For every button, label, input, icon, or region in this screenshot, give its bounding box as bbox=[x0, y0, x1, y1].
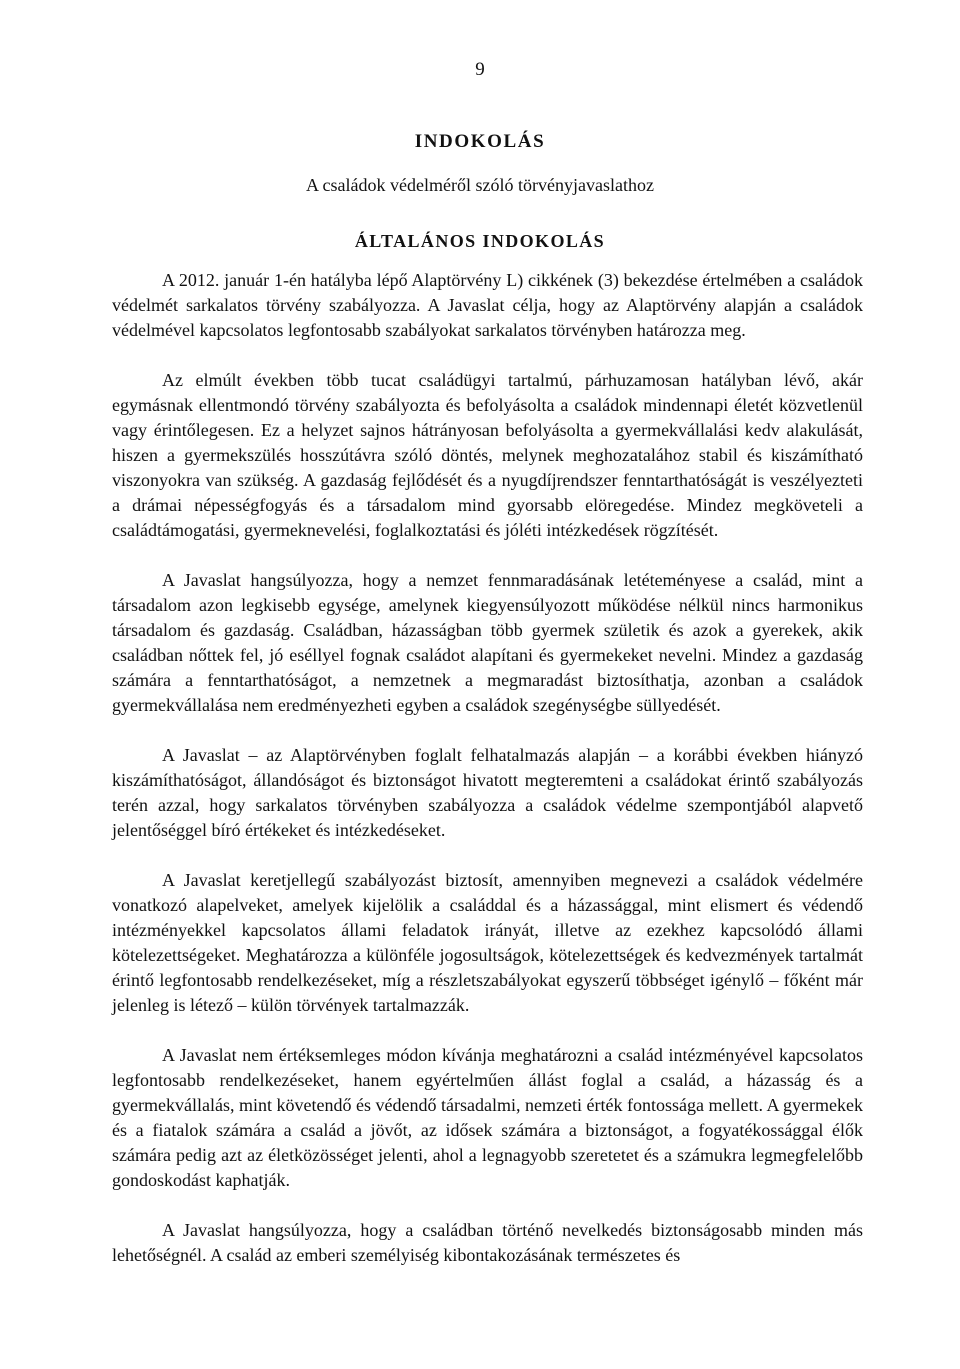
paragraph-7: A Javaslat hangsúlyozza, hogy a családban történő nevelkedés biztonságosabb minden más lehetőségnél. A család az emberi személyiség kibontakozásának természetes és bbox=[112, 1220, 863, 1265]
paragraph-4: A Javaslat – az Alaptörvényben foglalt felhatalmazás alapján – a korábbi években hiányzó kiszámíthatóságot, állandóságot és biztonságot hivatott megteremteni a családokat érintő szabályozás terén azzal, hogy sarkalatos törvényben szabályozza a családok védelme szempontjából alapvető jelentőséggel bíró értékeket és intézkedéseket. bbox=[112, 745, 863, 840]
section-title: ÁLTALÁNOS INDOKOLÁS bbox=[354, 231, 606, 251]
paragraph-3: A Javaslat hangsúlyozza, hogy a nemzet fennmaradásának letéteményese a család, mint a társadalom azon legkisebb egysége, amelynek kiegyensúlyozott működése nélkül nincs harmonikus társadalom és gazdaság. Családban, házasságban több gyermek születik és azok a gyerekek, akik családban nőttek fel, jó eséllyel fognak családot alapítani és gyermekeket nevelni. Mindez a gazdaság számára a fenntarthatóságot, a nemzetnek a megmaradást biztosíthatja, azonban a családok gyermekvállalása nem eredményezheti egyben a családok szegénységbe süllyedését. bbox=[112, 570, 863, 715]
document-title: INDOKOLÁS bbox=[414, 131, 546, 152]
paragraph-1: A 2012. január 1-én hatályba lépő Alaptörvény L) cikkének (3) bekezdése értelmében a családok védelmét sarkalatos törvény szabályozza. A Javaslat célja, hogy az Alaptörvény alapján a családok védelmével kapcsolatos legfontosabb szabályokat sarkalatos törvényben határozza meg. bbox=[112, 270, 863, 340]
paragraph-5: A Javaslat keretjellegű szabályozást biztosít, amennyiben megnevezi a családok védelmére vonatkozó alapelveket, amelyek kijelölik a családdal és a házassággal, mint elismert és védendő intézményekkel kapcsolatos állami feladatok irányát, illetve az ezekhez kapcsolódó állami kötelezettségeket. Meghatározza a különféle jogosultságok, kötelezettségek és kedvezmények tartalmát érintő legfontosabb rendelkezéseket, míg a részletszabályokat egyszerű többséget igénylő – főként már jelenleg is létező – külön törvények tartalmazzák. bbox=[112, 870, 863, 1015]
document-subtitle: A családok védelméről szóló törvényjavaslathoz bbox=[306, 175, 654, 195]
page-number: 9 bbox=[475, 59, 485, 80]
paragraph-2: Az elmúlt években több tucat családügyi tartalmú, párhuzamosan hatályban lévő, akár egymásnak ellentmondó törvény szabályozta és befolyásolta a családok mindennapi életét közvetlenül vagy érintőlegesen. Ez a helyzet sajnos hátrányosan befolyásolta a gyermekvállalási kedv alakulását, hiszen a gyermekszülés hosszútávra szóló döntés, melynek meghozatalához stabil és kiszámítható viszonyokra van szükség. A gazdaság fejlődését és a nyugdíjrendszer fenntarthatóságát is veszélyezteti a drámai népességfogyás és a társadalom mind gyorsabb elöregedése. Mindez megköveteli a családtámogatási, gyermeknevelési, foglalkoztatási és jóléti intézkedések rögzítését. bbox=[112, 370, 863, 540]
body-text bbox=[112, 268, 863, 1293]
paragraph-6: A Javaslat nem értéksemleges módon kívánja meghatározni a család intézményével kapcsolatos legfontosabb rendelkezéseket, hanem egyértelműen állást foglal a család, a házasság és a gyermekvállalás, mint követendő és védendő társadalmi, nemzeti érték fontossága mellett. A gyermekek és a fiatalok számára a család a jövőt, az idősek számára a biztonságot, a fogyatékossággal élők számára pedig azt az életközösséget jelenti, ahol a legnagyobb szeretetet és a számukra legmegfelelőbb gondoskodást kaphatják. bbox=[112, 1045, 863, 1190]
